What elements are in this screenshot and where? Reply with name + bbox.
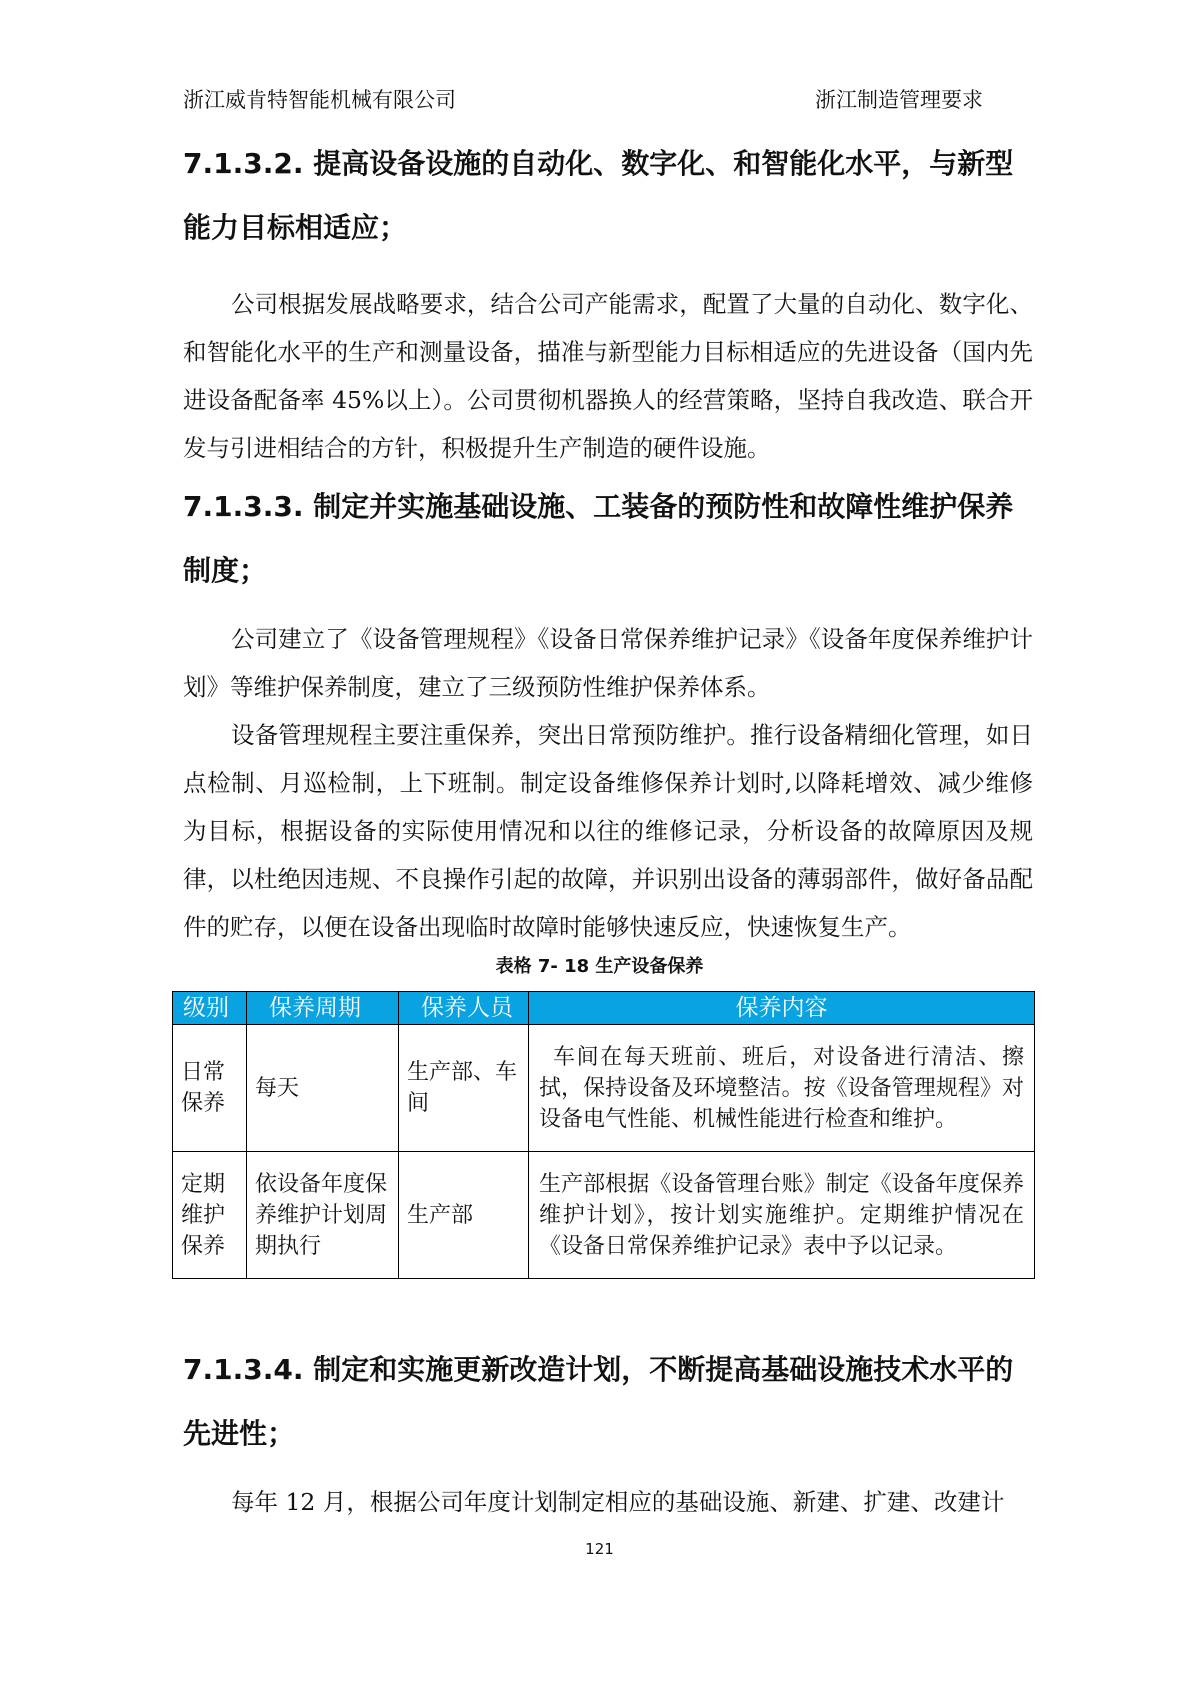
cell-level: 日常保养 bbox=[173, 1025, 247, 1152]
table-header-row bbox=[173, 992, 1035, 1025]
paragraph-automation: 公司根据发展战略要求，结合公司产能需求，配置了大量的自动化、数字化、和智能化水平的生产和测量设备，描准与新型能力目标相适应的先进设备（国内先进设备配备率 45%以上）。公司贯彻机器换人的经营策略，坚持自我改造、联合开发与引进相结合的方针，积极提升生产制造的硬件设施。 bbox=[183, 290, 1033, 462]
cell-cycle: 每天 bbox=[247, 1025, 399, 1152]
section-heading-7-1-3-3: 7.1.3.3. 制定并实施基础设施、工装备的预防性和故障性维护保养制度； bbox=[183, 490, 1014, 587]
table-row bbox=[173, 1025, 1035, 1152]
header-content: 保养内容 bbox=[529, 992, 1035, 1025]
cell-level: 定期维护保养 bbox=[173, 1152, 247, 1279]
header-cycle: 保养周期 bbox=[247, 992, 399, 1025]
section-heading-7-1-3-2: 7.1.3.2. 提高设备设施的自动化、数字化、和智能化水平，与新型能力目标相适应； bbox=[183, 147, 1014, 244]
paragraph-maintenance-system: 公司建立了《设备管理规程》《设备日常保养维护记录》《设备年度保养维护计划》等维护保养制度，建立了三级预防性维护保养体系。 bbox=[183, 625, 1033, 701]
section-heading-7-1-3-4: 7.1.3.4. 制定和实施更新改造计划，不断提高基础设施技术水平的先进性； bbox=[183, 1353, 1014, 1450]
table-caption: 表格 7- 18 生产设备保养 bbox=[495, 956, 704, 977]
table-row bbox=[173, 1152, 1035, 1279]
cell-content: 车间在每天班前、班后，对设备进行清洁、擦拭，保持设备及环境整洁。按《设备管理规程》对设备电气性能、机械性能进行检查和维护。 bbox=[529, 1025, 1035, 1152]
cell-staff: 生产部 bbox=[399, 1152, 529, 1279]
cell-cycle: 依设备年度保养维护计划周期执行 bbox=[247, 1152, 399, 1279]
cell-content: 生产部根据《设备管理台账》制定《设备年度保养维护计划》，按计划实施维护。定期维护情况在《设备日常保养维护记录》表中予以记录。 bbox=[529, 1152, 1035, 1279]
header-company-name: 浙江威肯特智能机械有限公司 bbox=[183, 88, 456, 112]
header-staff: 保养人员 bbox=[399, 992, 529, 1025]
paragraph-renovation-plan: 每年 12 月，根据公司年度计划制定相应的基础设施、新建、扩建、改建计 bbox=[231, 1488, 1005, 1516]
header-level: 级别 bbox=[173, 992, 247, 1025]
paragraph-equipment-management: 设备管理规程主要注重保养，突出日常预防维护。推行设备精细化管理，如日点检制、月巡检制，上下班制。制定设备维修保养计划时,以降耗增效、减少维修为目标，根据设备的实际使用情况和以往的维修记录，分析设备的故障原因及规律，以杜绝因违规、不良操作引起的故障，并识别出设备的薄弱部件，做好备品配件的贮存，以便在设备出现临时故障时能够快速反应，快速恢复生产。 bbox=[183, 721, 1033, 941]
cell-staff: 生产部、车间 bbox=[399, 1025, 529, 1152]
maintenance-table bbox=[172, 991, 1035, 1279]
header-document-title: 浙江制造管理要求 bbox=[815, 88, 983, 112]
page-number: 121 bbox=[585, 1540, 614, 1558]
